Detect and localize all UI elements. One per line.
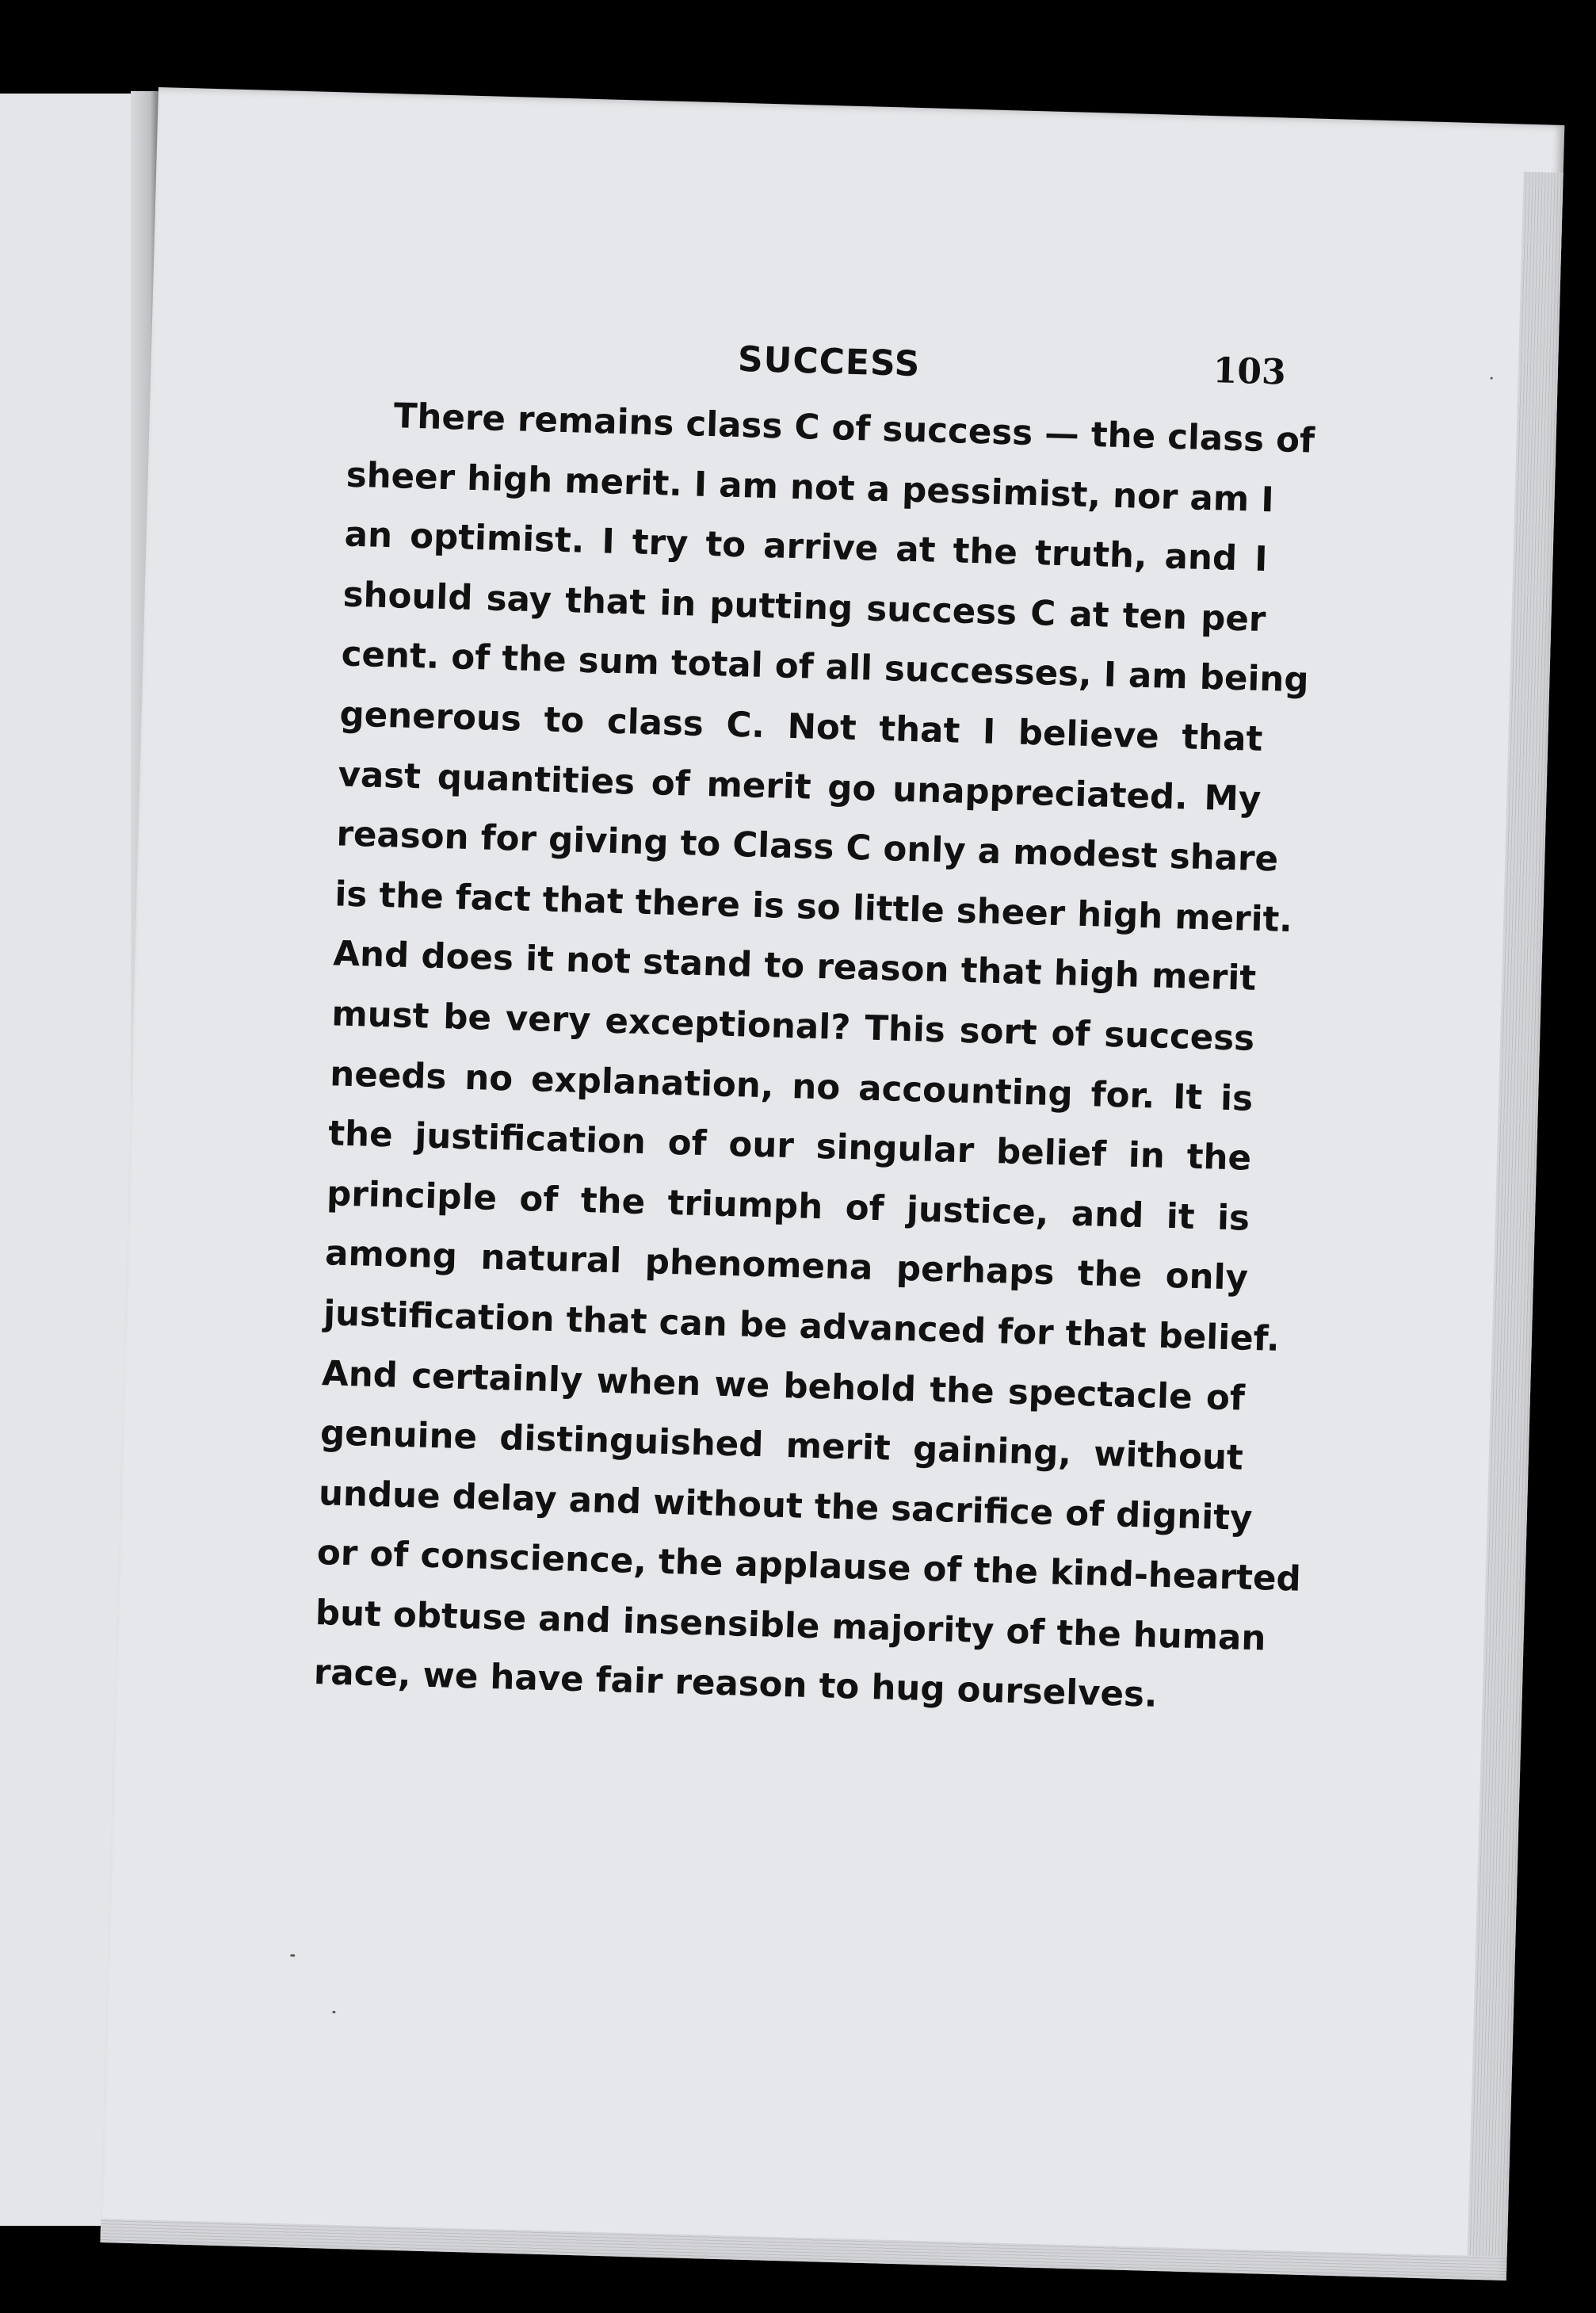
page-bottom-edge bbox=[100, 2219, 1506, 2281]
page-number: 103 bbox=[1212, 350, 1287, 393]
text-line: genuine distinguished merit gaining, without bbox=[319, 1413, 1244, 1478]
dust-speck bbox=[1491, 377, 1493, 380]
text-line: race, we have fair reason to hug ourselves. bbox=[313, 1653, 1159, 1716]
right-page bbox=[100, 87, 1564, 2281]
text-line: undue delay and without the sacrifice of dignity bbox=[318, 1473, 1254, 1539]
running-head: SUCCESS bbox=[737, 338, 922, 385]
page-fore-edge bbox=[1468, 172, 1564, 2257]
text-line: generous to class C. Not that I believe that bbox=[338, 694, 1263, 759]
text-line: And certainly when we behold the spectacle of bbox=[321, 1353, 1246, 1419]
text-line: must be very exceptional? This sort of success bbox=[330, 994, 1255, 1059]
text-line: cent. of the sum total of all successes, I am being bbox=[341, 634, 1310, 701]
text-line: And does it not stand to reason that high merit bbox=[332, 934, 1257, 1000]
text-line: sheer high merit. I am not a pessimist, nor am I bbox=[346, 455, 1275, 520]
body-paragraph bbox=[313, 386, 1315, 1729]
dust-speck bbox=[332, 2011, 335, 2013]
text-line: reason for giving to Class C only a modest share bbox=[335, 814, 1279, 880]
text-line: or of conscience, the applause of the kind-hearted bbox=[316, 1533, 1302, 1600]
text-line: an optimist. I try to arrive at the truth, and I bbox=[344, 514, 1269, 580]
text-line: the justification of our singular belief in the bbox=[327, 1114, 1252, 1179]
text-line: is the fact that there is so little sheer high merit. bbox=[334, 874, 1293, 940]
text-line: principle of the triumph of justice, and it is bbox=[326, 1173, 1250, 1239]
text-line: among natural phenomena perhaps the only bbox=[324, 1233, 1249, 1299]
text-line: There remains class C of success — the class of bbox=[393, 396, 1315, 461]
text-line: should say that in putting success C at ten per bbox=[342, 575, 1267, 640]
text-line: but obtuse and insensible majority of the human bbox=[315, 1592, 1267, 1659]
text-line: vast quantities of merit go unappreciated. My bbox=[337, 755, 1262, 820]
text-line: needs no explanation, no accounting for. It is bbox=[329, 1053, 1254, 1119]
dust-speck bbox=[290, 1954, 295, 1956]
text-line: justification that can be advanced for that belief. bbox=[323, 1294, 1281, 1359]
